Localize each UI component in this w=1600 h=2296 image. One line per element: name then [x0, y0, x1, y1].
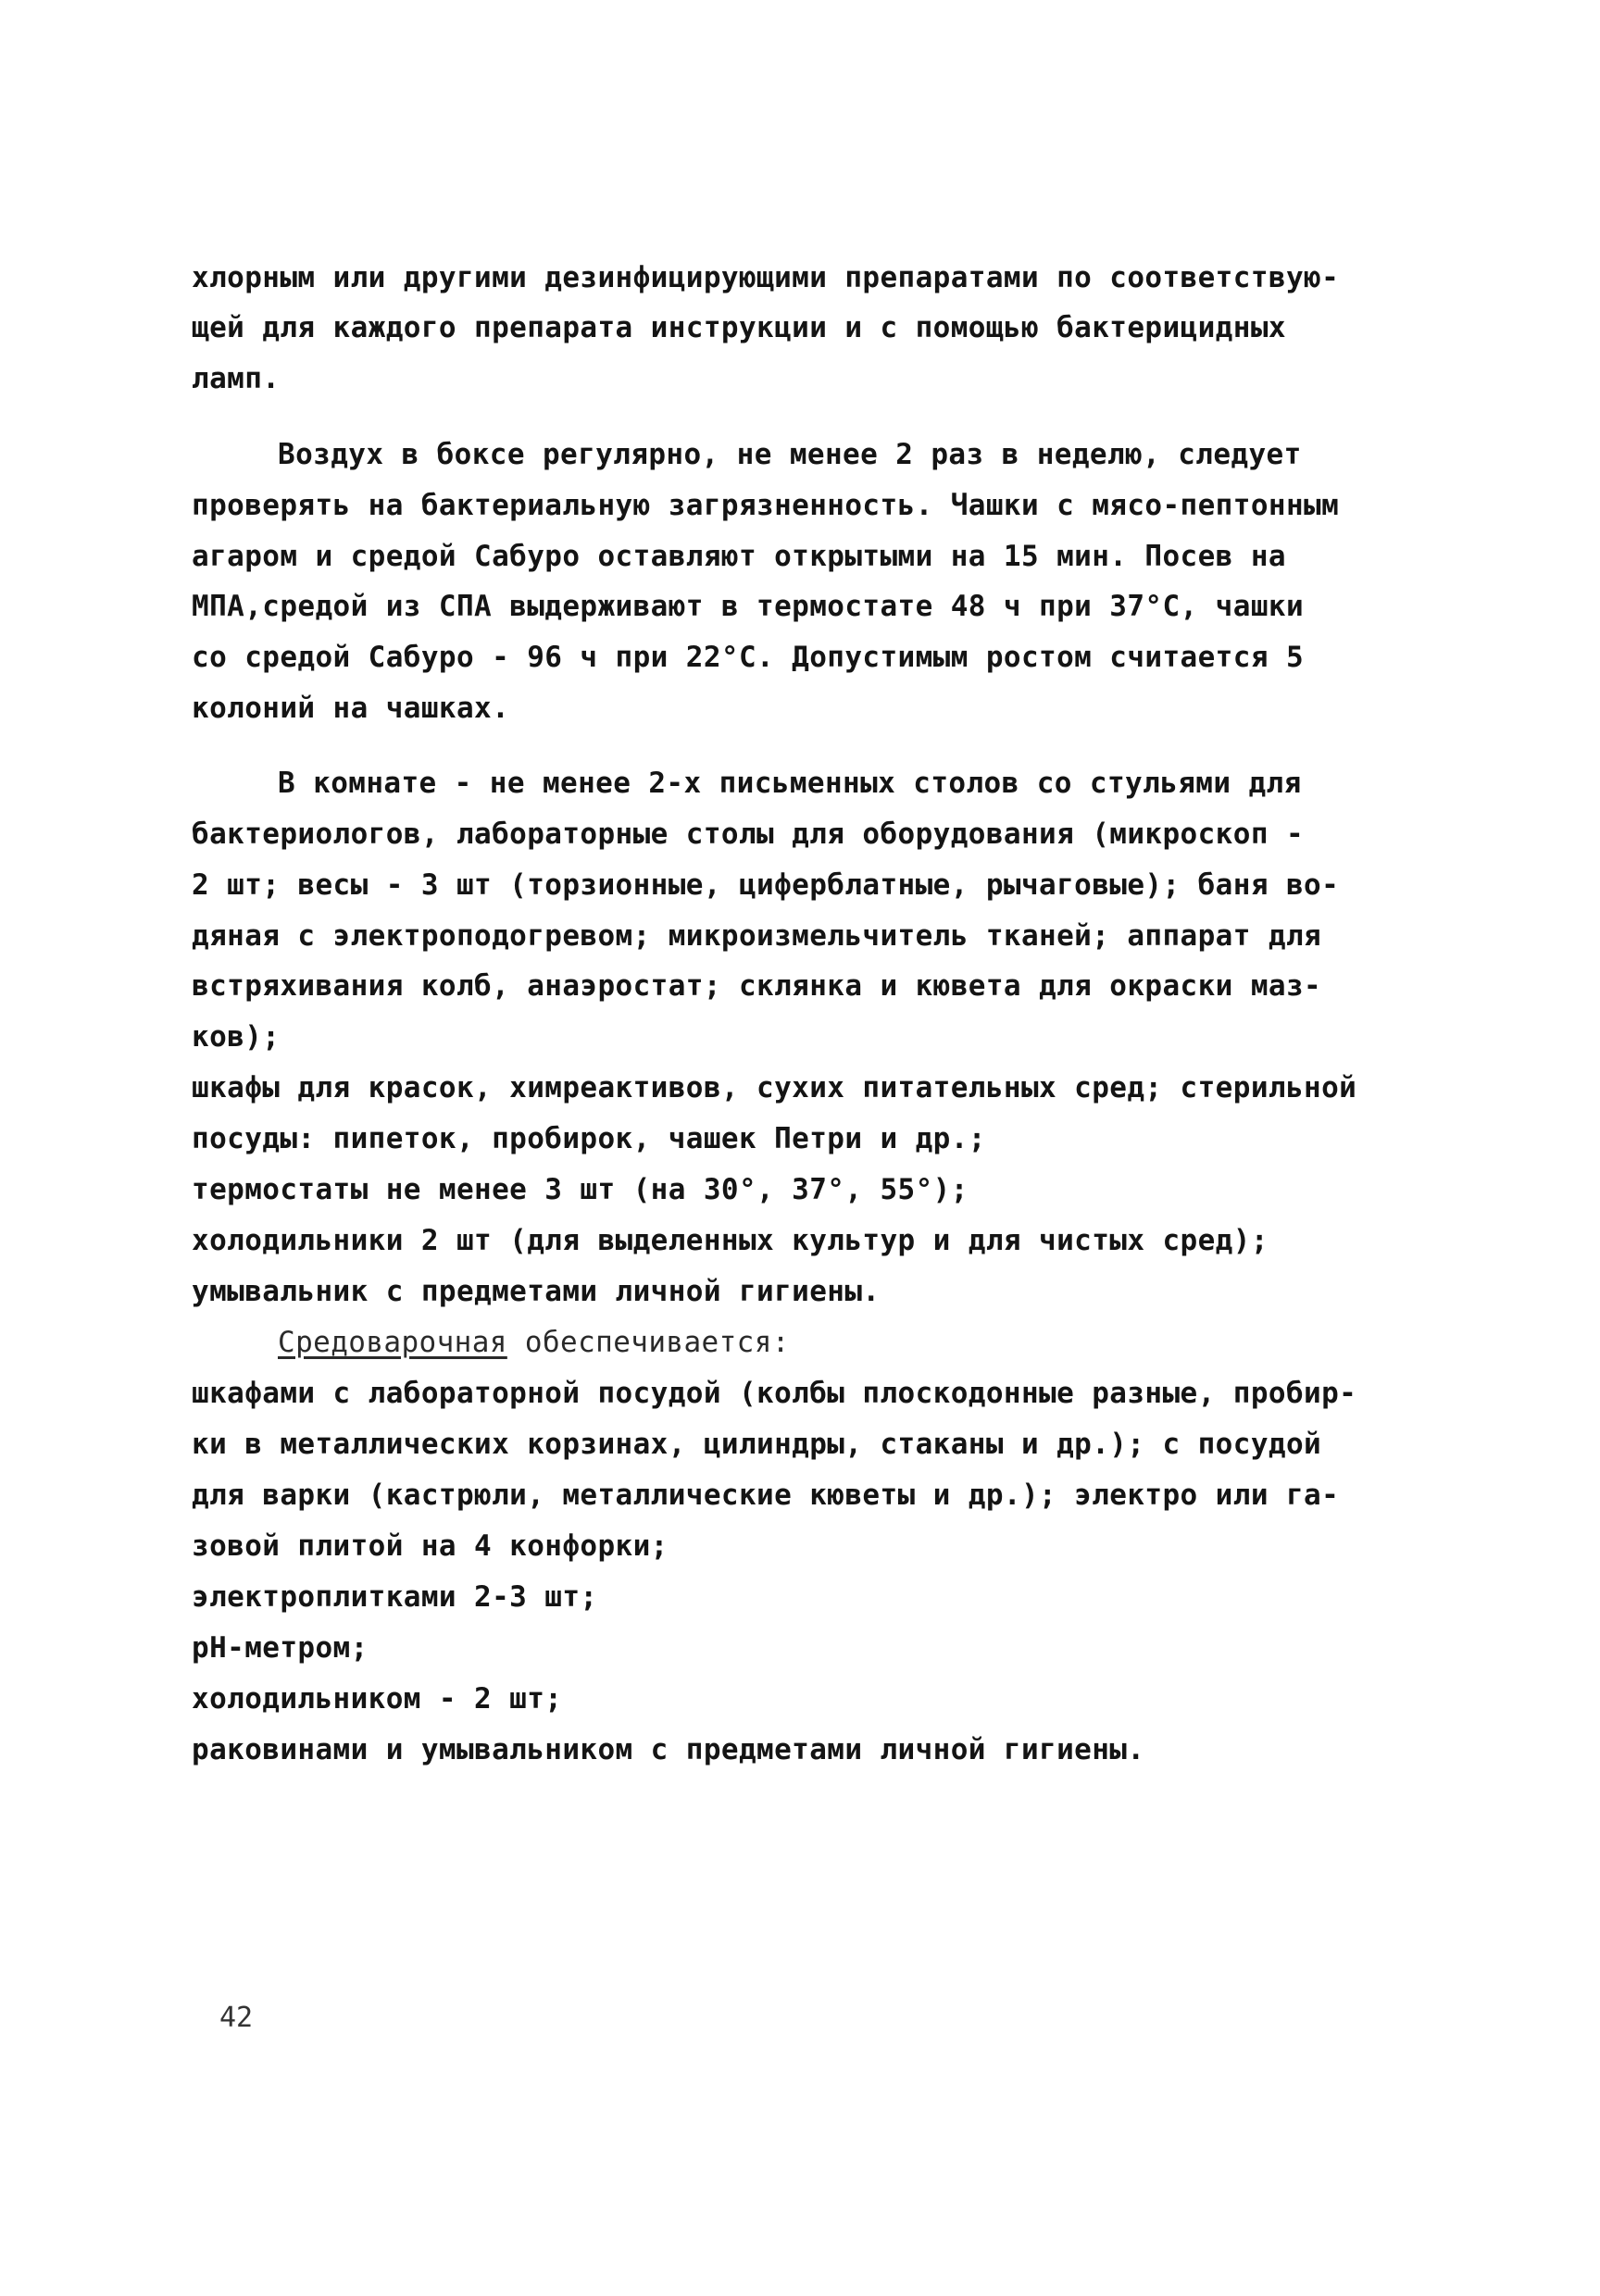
- page-number: 42: [219, 2002, 254, 2034]
- section-heading: Средоварочная: [278, 1326, 507, 1359]
- text-line: ки в металлических корзинах, цилиндры, стаканы и др.); с посудой: [192, 1428, 1322, 1461]
- text-line: МПА,средой из СПА выдерживают в термостате 48 ч при 37°С, чашки: [192, 590, 1305, 623]
- text-line: дяная с электроподогревом; микроизмельчитель тканей; аппарат для: [192, 919, 1322, 953]
- text-line: шкафы для красок, химреактивов, сухих питательных сред; стерильной: [192, 1071, 1357, 1104]
- text-line: раковинами и умывальником с предметами личной гигиены.: [192, 1733, 1145, 1766]
- text-line: 2 шт; весы - 3 шт (торзионные, циферблатные, рычаговые); баня во-: [192, 868, 1340, 902]
- text-line: Воздух в боксе регулярно, не менее 2 раз в неделю, следует: [278, 438, 1302, 471]
- text-line: ламп.: [192, 362, 281, 395]
- text-line: обеспечивается:: [524, 1326, 790, 1359]
- text-line: хлорным или другими дезинфицирующими препаратами по соответствую-: [192, 261, 1340, 294]
- text-line: рН-метром;: [192, 1631, 369, 1665]
- text-line: В комнате - не менее 2-х письменных столов со стульями для: [278, 767, 1302, 800]
- text-line: со средой Сабуро - 96 ч при 22°С. Допустимым ростом считается 5: [192, 641, 1305, 674]
- text-line: электроплитками 2-3 шт;: [192, 1580, 598, 1614]
- text-line: встряхивания колб, анаэростат; склянка и кювета для окраски маз-: [192, 969, 1322, 1003]
- text-line: умывальник с предметами личной гигиены.: [192, 1275, 881, 1308]
- text-line: ков);: [192, 1020, 281, 1054]
- text-line: зовой плитой на 4 конфорки;: [192, 1529, 669, 1563]
- text-line: проверять на бактериальную загрязненность. Чашки с мясо-пептонным: [192, 489, 1340, 522]
- text-line: термостаты не менее 3 шт (на 30°, 37°, 55°);: [192, 1173, 969, 1206]
- text-line: щей для каждого препарата инструкции и с помощью бактерицидных: [192, 311, 1286, 344]
- text-line: для варки (кастрюли, металлические кюветы и др.); электро или га-: [192, 1479, 1340, 1512]
- text-line: холодильники 2 шт (для выделенных культур и для чистых сред);: [192, 1224, 1269, 1257]
- text-line: агаром и средой Сабуро оставляют открытыми на 15 мин. Посев на: [192, 540, 1286, 573]
- text-line: шкафами с лабораторной посудой (колбы плоскодонные разные, пробир-: [192, 1377, 1357, 1410]
- text-line: посуды: пипеток, пробирок, чашек Петри и др.;: [192, 1122, 986, 1155]
- section-intro: [278, 1324, 790, 1361]
- text-line: холодильником - 2 шт;: [192, 1682, 563, 1716]
- text-line: бактериологов, лабораторные столы для оборудования (микроскоп -: [192, 817, 1305, 851]
- text-line: колоний на чашках.: [192, 692, 510, 725]
